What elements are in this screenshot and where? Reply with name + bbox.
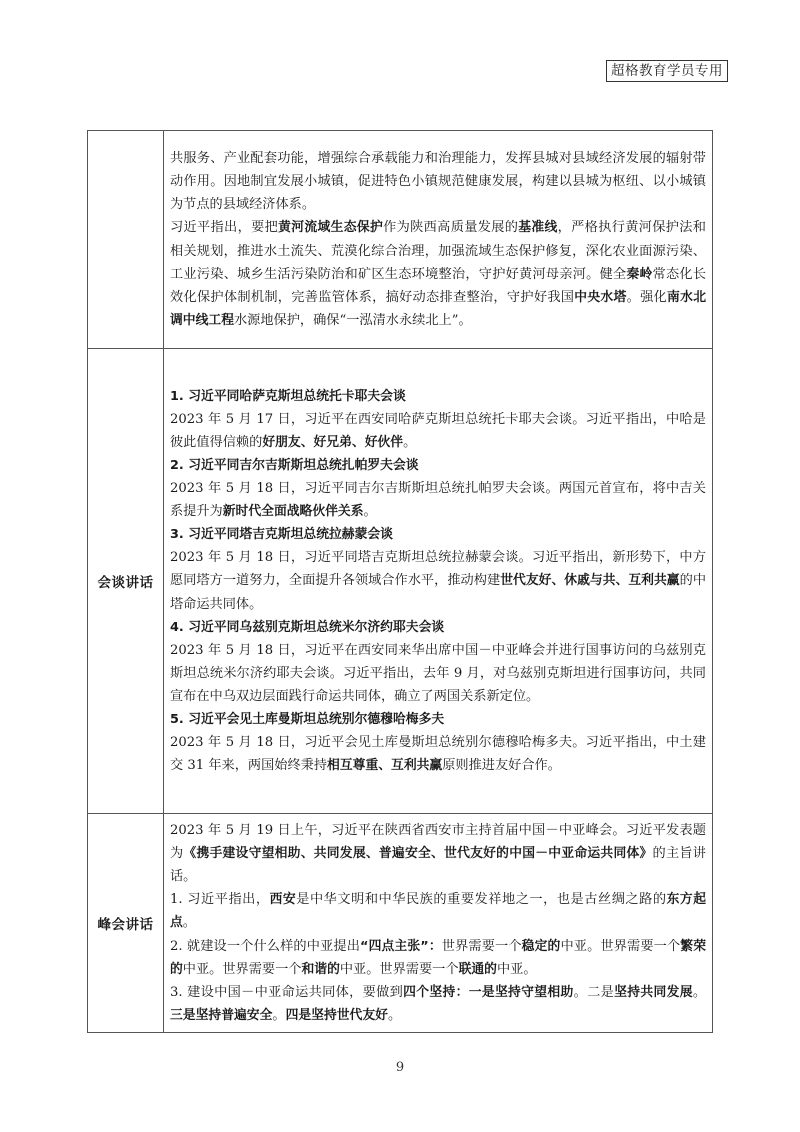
body-text: 2023 年 5 月 18 日，习近平同塔吉克斯坦总统拉赫蒙会谈。习近平指出，新形势下，中方愿同塔方一道努力，全面提升各领域合作水平，推动构建 — [170, 550, 706, 589]
body-text: 中亚。世界需要一个 — [182, 961, 302, 977]
emphasis-text: 世代友好、休戚与共、互利共赢 — [500, 573, 680, 589]
body-text: 中亚。 — [496, 961, 537, 977]
body-text: 。 — [182, 915, 196, 931]
emphasis-text: 繁荣的 — [170, 938, 707, 977]
paragraph — [170, 546, 706, 615]
body-text: 习近平指出，要把 — [170, 220, 279, 236]
body-text: 世界需要一个 — [441, 938, 522, 954]
paragraph — [170, 454, 706, 477]
paragraph — [170, 385, 706, 408]
emphasis-text: 中央水塔 — [574, 289, 627, 305]
body-text: 。 — [363, 504, 377, 520]
emphasis-text: 新时代全面战略伙伴关系 — [222, 504, 364, 520]
body-text: 3. 建设中国－中亚命运共同体，要做到 — [170, 984, 404, 1000]
paragraph — [170, 935, 706, 981]
body-text: 原则推进友好合作。 — [442, 758, 561, 774]
row-label-talks: 会谈讲话 — [88, 349, 164, 814]
emphasis-text: 好朋友、好兄弟、好伙伴 — [262, 434, 404, 450]
body-text: 2023 年 5 月 18 日，习近平会见土库曼斯坦总统别尔德穆哈梅多夫。习近平指出，中土建交 31 年来，两国始终秉持 — [170, 735, 706, 774]
watermark-stamp: 超格教育学员专用 — [606, 60, 728, 82]
paragraph — [170, 616, 706, 639]
paragraph — [170, 523, 706, 546]
emphasis-text: 秦岭 — [626, 266, 653, 282]
emphasis-text: 稳定的 — [521, 938, 561, 954]
emphasis-text: 南水北调中线工程 — [170, 289, 707, 328]
body-text: 。 — [403, 434, 417, 450]
row-content-summit — [164, 814, 713, 1033]
emphasis-text: 四个坚持：一是坚持守望相助 — [403, 984, 574, 1000]
body-text: 水源地保护，确保“一泓清水永续北上”。 — [233, 312, 472, 328]
paragraph — [170, 639, 706, 708]
body-text: 2023 年 5 月 18 日，习近平在西安同来华出席中国－中亚峰会并进行国事访问的乌兹别克斯坦总统米尔济约耶夫会谈。习近平指出，去年 9 月，对乌兹别克斯坦进行国事访问，共同宣布在中乌双边层面践行命运共同体，确立了两国关系新定位。 — [170, 642, 706, 704]
body-text: 中亚。世界需要一个 — [339, 961, 459, 977]
body-text: 2. 就建设一个什么样的中亚提出 — [170, 938, 361, 954]
emphasis-text: 相互尊重、互利共赢 — [327, 758, 443, 774]
paragraph — [170, 819, 706, 888]
emphasis-text: 四是坚持世代友好 — [285, 1007, 388, 1023]
emphasis-text: 西安 — [269, 892, 297, 908]
paragraph — [170, 731, 706, 777]
paragraph — [170, 147, 706, 216]
body-text: 2023 年 5 月 17 日，习近平在西安同哈萨克斯坦总统托卡耶夫会谈。习近平指出，中哈是彼此值得信赖的 — [170, 411, 706, 450]
paragraph — [170, 477, 706, 523]
emphasis-text: 3. 习近平同塔吉克斯坦总统拉赫蒙会谈 — [170, 527, 393, 543]
paragraph — [170, 888, 706, 934]
summary-table — [87, 130, 713, 1033]
emphasis-text: 东方起点 — [170, 892, 707, 931]
emphasis-text: 5. 习近平会见土库曼斯坦总统别尔德穆哈梅多夫 — [170, 712, 445, 728]
paragraph — [170, 708, 706, 731]
body-text: 2023 年 5 月 19 日上午，习近平在陕西省西安市主持首届中国－中亚峰会。习近平发表题为 — [170, 823, 706, 862]
row-content — [164, 131, 713, 349]
emphasis-text: 黄河流域生态保护 — [278, 220, 384, 236]
body-text: 的主旨讲话。 — [170, 846, 706, 885]
paragraph — [170, 981, 706, 1027]
emphasis-text: 1. 习近平同哈萨克斯坦总统托卡耶夫会谈 — [170, 388, 406, 404]
emphasis-text: 联通的 — [458, 961, 497, 977]
body-text: 的中塔命运共同体。 — [170, 573, 707, 612]
body-text: 。强化 — [626, 289, 668, 305]
body-text: 。 — [692, 984, 707, 1000]
emphasis-text: 《携手建设守望相助、共同发展、普遍安全、世代友好的中国－中亚命运共同体》 — [183, 846, 653, 862]
body-text: 常态化长效化保护体制机制，完善监管体系，搞好动态排查整治，守护好我国 — [170, 266, 707, 305]
emphasis-text: 和谐的 — [301, 961, 340, 977]
emphasis-text: “四点主张”： — [360, 938, 442, 954]
paragraph — [170, 408, 706, 454]
row-label-summit: 峰会讲话 — [88, 814, 164, 1033]
body-text: 作为陕西高质量发展的 — [383, 220, 519, 236]
emphasis-text: 坚持共同发展 — [614, 984, 693, 1000]
emphasis-text: 基准线 — [518, 220, 558, 236]
body-text: 2023 年 5 月 18 日，习近平同吉尔吉斯斯坦总统扎帕罗夫会谈。两国元首宣布，将中吉关系提升为 — [170, 481, 706, 520]
emphasis-text: 2. 习近平同吉尔吉斯斯坦总统扎帕罗夫会谈 — [170, 457, 419, 473]
page-number: 9 — [395, 1060, 405, 1075]
table-row-talks — [88, 349, 713, 814]
body-text: 。二是 — [573, 984, 615, 1000]
body-text: 。 — [387, 1007, 402, 1023]
body-text: 是中华文明和中华民族的重要发祥地之一，也是古丝绸之路的 — [296, 892, 667, 908]
body-text: 1. 习近平指出， — [170, 892, 270, 908]
body-text: 共服务、产业配套功能，增强综合承载能力和治理能力，发挥县城对县域经济发展的辐射带动作用。因地制宜发展小城镇，促进特色小镇规范健康发展，构建以县城为枢纽、以小城镇为节点的县域经济体系。 — [170, 151, 706, 213]
emphasis-text: 4. 习近平同乌兹别克斯坦总统米尔济约耶夫会谈 — [170, 619, 445, 635]
emphasis-text: 三是坚持普遍安全 — [170, 1007, 273, 1023]
body-text: 中亚。世界需要一个 — [560, 938, 681, 954]
body-text: 。 — [272, 1007, 286, 1023]
row-content-talks — [164, 349, 713, 814]
paragraph — [170, 216, 706, 331]
body-text: ，严格执行黄河保护法和相关规划，推进水土流失、荒漠化综合治理，加强流域生态保护修复，深化农业面源污染、工业污染、城乡生活污染防治和矿区生态环境整治，守护好黄河母亲河。健全 — [170, 220, 706, 282]
table-row-summit-speech — [88, 814, 713, 1033]
row-label — [88, 131, 164, 349]
table-row-continuation — [88, 131, 713, 349]
